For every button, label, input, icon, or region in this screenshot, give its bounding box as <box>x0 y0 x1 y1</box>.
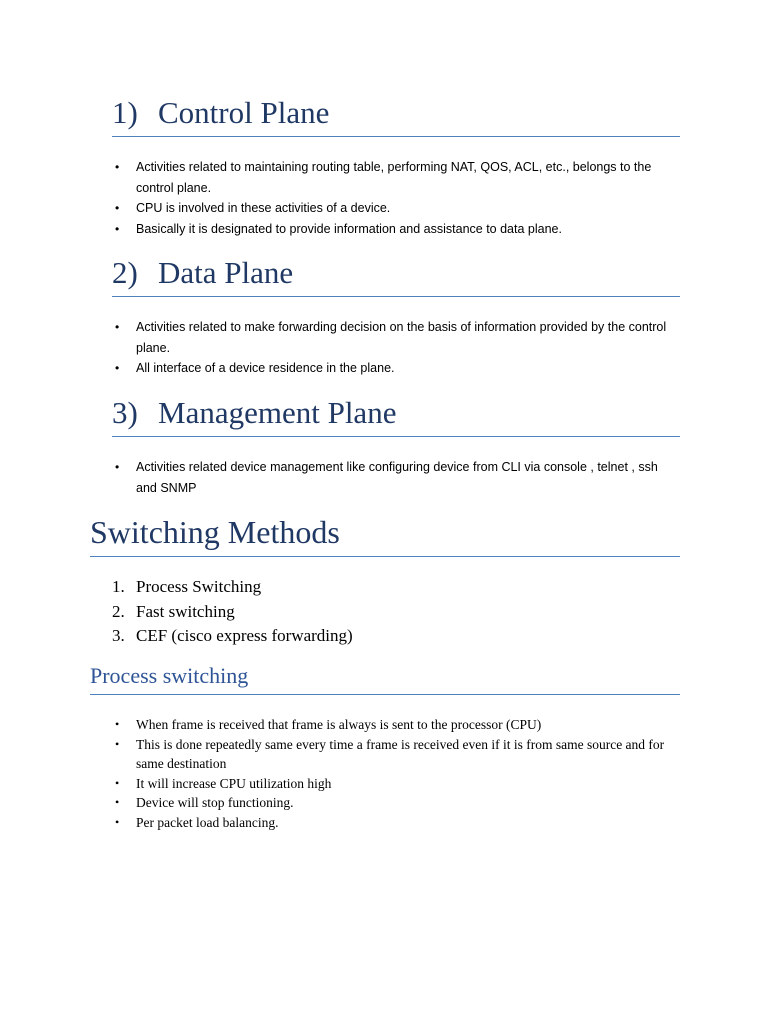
heading-title: Control Plane <box>158 95 330 130</box>
control-plane-list <box>112 157 672 239</box>
switching-methods-list <box>112 575 672 649</box>
list-item: • Activities related to maintaining routing table, performing NAT, QOS, ACL, etc., belongs to the control plane. <box>112 157 672 198</box>
management-plane-list <box>112 457 672 498</box>
list-item: • All interface of a device residence in the plane. <box>112 358 672 379</box>
list-item: • Basically it is designated to provide information and assistance to data plane. <box>112 219 672 240</box>
bullet-icon: • <box>115 221 120 236</box>
heading-process-switching: Process switching <box>90 662 680 695</box>
list-item: • This is done repeatedly same every time a frame is received even if it is from same source and for same destination <box>115 736 665 771</box>
list-item: 1. Process Switching <box>112 577 262 596</box>
heading-number: 3) <box>112 395 138 430</box>
list-item: • It will increase CPU utilization high <box>112 774 672 794</box>
bullet-icon: • <box>115 320 120 334</box>
heading-management-plane <box>112 394 680 437</box>
list-item: • Activities related device management like configuring device from CLI via console , telnet , ssh and SNMP <box>112 457 672 498</box>
heading-number: 1) <box>112 95 138 130</box>
bullet-icon: • <box>115 160 120 174</box>
list-item: 2. Fast switching <box>112 601 235 621</box>
list-item: • Per packet load balancing. <box>112 813 672 833</box>
list-item: • Activities related to make forwarding decision on the basis of information provided by the control plane. <box>112 317 672 358</box>
heading-title: Data Plane <box>158 255 294 290</box>
heading-data-plane <box>112 254 680 297</box>
bullet-icon: • <box>115 775 120 790</box>
heading-title: Management Plane <box>158 395 397 430</box>
heading-switching-methods: Switching Methods <box>90 512 680 557</box>
bullet-icon: • <box>115 201 120 215</box>
list-item: • CPU is involved in these activities of a device. <box>112 198 672 219</box>
list-item: • When frame is received that frame is always is sent to the processor (CPU) <box>112 715 672 735</box>
bullet-icon: • <box>115 814 120 829</box>
heading-control-plane <box>112 94 680 137</box>
bullet-icon: • <box>115 460 120 474</box>
process-switching-list <box>112 715 672 832</box>
bullet-icon: • <box>115 717 120 731</box>
list-item: 3. CEF (cisco express forwarding) <box>112 626 353 645</box>
heading-number: 2) <box>112 255 138 290</box>
bullet-icon: • <box>115 736 120 751</box>
list-item: • Device will stop functioning. <box>112 793 672 813</box>
bullet-icon: • <box>115 361 120 375</box>
data-plane-list <box>112 317 672 379</box>
bullet-icon: • <box>115 795 120 809</box>
